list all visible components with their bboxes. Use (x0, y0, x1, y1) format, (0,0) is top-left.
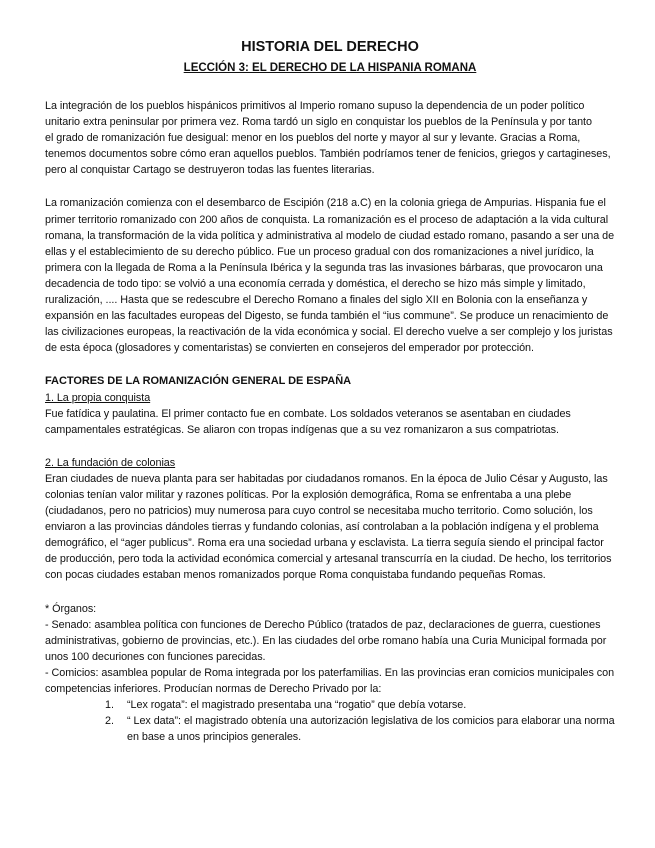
comicios-norms-list (45, 697, 615, 745)
list-item (45, 713, 615, 745)
intro-paragraph-2: el grado de romanización fue desigual: menor en los pueblos del norte y mayor al sur y levante. Gracias a Roma, tenemos documentos sobre cómo eran aquellos pueblos. También podríamos tener de fenicios, griegos y cartagineses, pero al conquistar Cartago se destruyeron todas las fuentes literarias. (45, 132, 611, 177)
document-body (45, 98, 615, 745)
document-title: HISTORIA DEL DERECHO (241, 39, 419, 55)
senado-paragraph: - Senado: asamblea política con funciones de Derecho Público (tratados de paz, declaraciones de guerra, cuestiones administrativas, gobierno de provincias, etc.). En las ciudades del orbe romano había una Curia Municipal formada por unos 100 decuriones con funciones parecidas. (45, 618, 607, 663)
list-item-text: “Lex rogata”: el magistrado presentaba una “rogatio” que debía votarse. (127, 699, 467, 712)
factor-1-heading: 1. La propia conquista (45, 391, 151, 404)
romanization-paragraph: La romanización comienza con el desembarco de Escipión (218 a.C) en la colonia griega de Ampurias. Hispania fue el primer territorio romanizado con 200 años de conquista. La romanización es el proceso de adaptación a la vida cultural romana, la transformación de la vida política y administrativa al modelo de ciudad estado romano, pasando a ser una de ellas y el establecimiento de su derecho público. Fue un proceso gradual con dos romanizaciones a nivel jurídico, la primera con la llegada de Roma a la Península Ibérica y la segunda tras las invasiones bárbaras, que provocaron una decadencia de todo tipo: se volvió a una economía cerrada y doméstica, el derecho se hizo más simple y limitado, ruralización, .... Hasta que se redescubre el Derecho Romano a finales del siglo XII en Bolonia con la enseñanza y expansión en las facultades europeas del Digesto, se funda también el “ius commune”. Se produce un renacimiento de las civilizaciones europeas, la reactivación de la vida económica y social. El derecho vuelve a ser complejo y los juristas de esta época (glosadores y comentaristas) se convierten en consejeros del emperador por protección. (45, 197, 615, 355)
list-item-number: 2. (105, 715, 114, 728)
factor-2-heading: 2. La fundación de colonias (45, 456, 176, 469)
factor-1-text: Fue fatídica y paulatina. El primer contacto fue en combate. Los soldados veteranos se asentaban en ciudades campamentales estratégicas. Se aliaron con tropas indígenas que a su vez romanizaron a sus compatriotas. (45, 407, 571, 436)
list-item-text: “ Lex data”: el magistrado obtenía una autorización legislativa de los comicios para elaborar una norma en base a unos principios generales. (127, 715, 615, 744)
factor-2-text: Eran ciudades de nueva planta para ser habitadas por ciudadanos romanos. En la época de Julio César y Augusto, las colonias tenían valor militar y razones políticas. Por la explosión demográfica, Roma se enfrentaba a una plebe (ciudadanos, pero no patricios) muy numerosa para cuyo control se necesitaba mucho territorio. Como solución, los enviaron a las provincias dándoles tierras y fundando colonias, así controlaban a la población indígena y el problema demográfico, el “ager publicus”. Roma era una sociedad urbana y esclavista. La tierra seguía siendo el principal factor de producción, pero toda la actividad económica comercial y artesanal transcurría en la ciudad. De hecho, los territorios con pocas ciudades estaban menos romanizados porque Roma conquistaba fundando pequeñas Romas. (45, 472, 612, 582)
factors-heading: FACTORES DE LA ROMANIZACIÓN GENERAL DE ESPAÑA (45, 375, 351, 388)
intro-paragraph-1: La integración de los pueblos hispánicos primitivos al Imperio romano supuso la dependencia de un poder político unitario extra peninsular por primera vez. Roma tardó un siglo en conquistar los pueblos de la Península y por tanto (45, 100, 592, 129)
list-item (45, 697, 615, 713)
organs-heading: * Órganos: (45, 602, 97, 615)
lesson-subtitle: LECCIÓN 3: EL DERECHO DE LA HISPANIA ROMANA (183, 62, 477, 74)
list-item-number: 1. (105, 699, 114, 712)
comicios-paragraph: - Comicios: asamblea popular de Roma integrada por los paterfamilias. En las provincias eran comicios municipales con competencias inferiores. Producían normas de Derecho Privado por la: (45, 666, 615, 695)
